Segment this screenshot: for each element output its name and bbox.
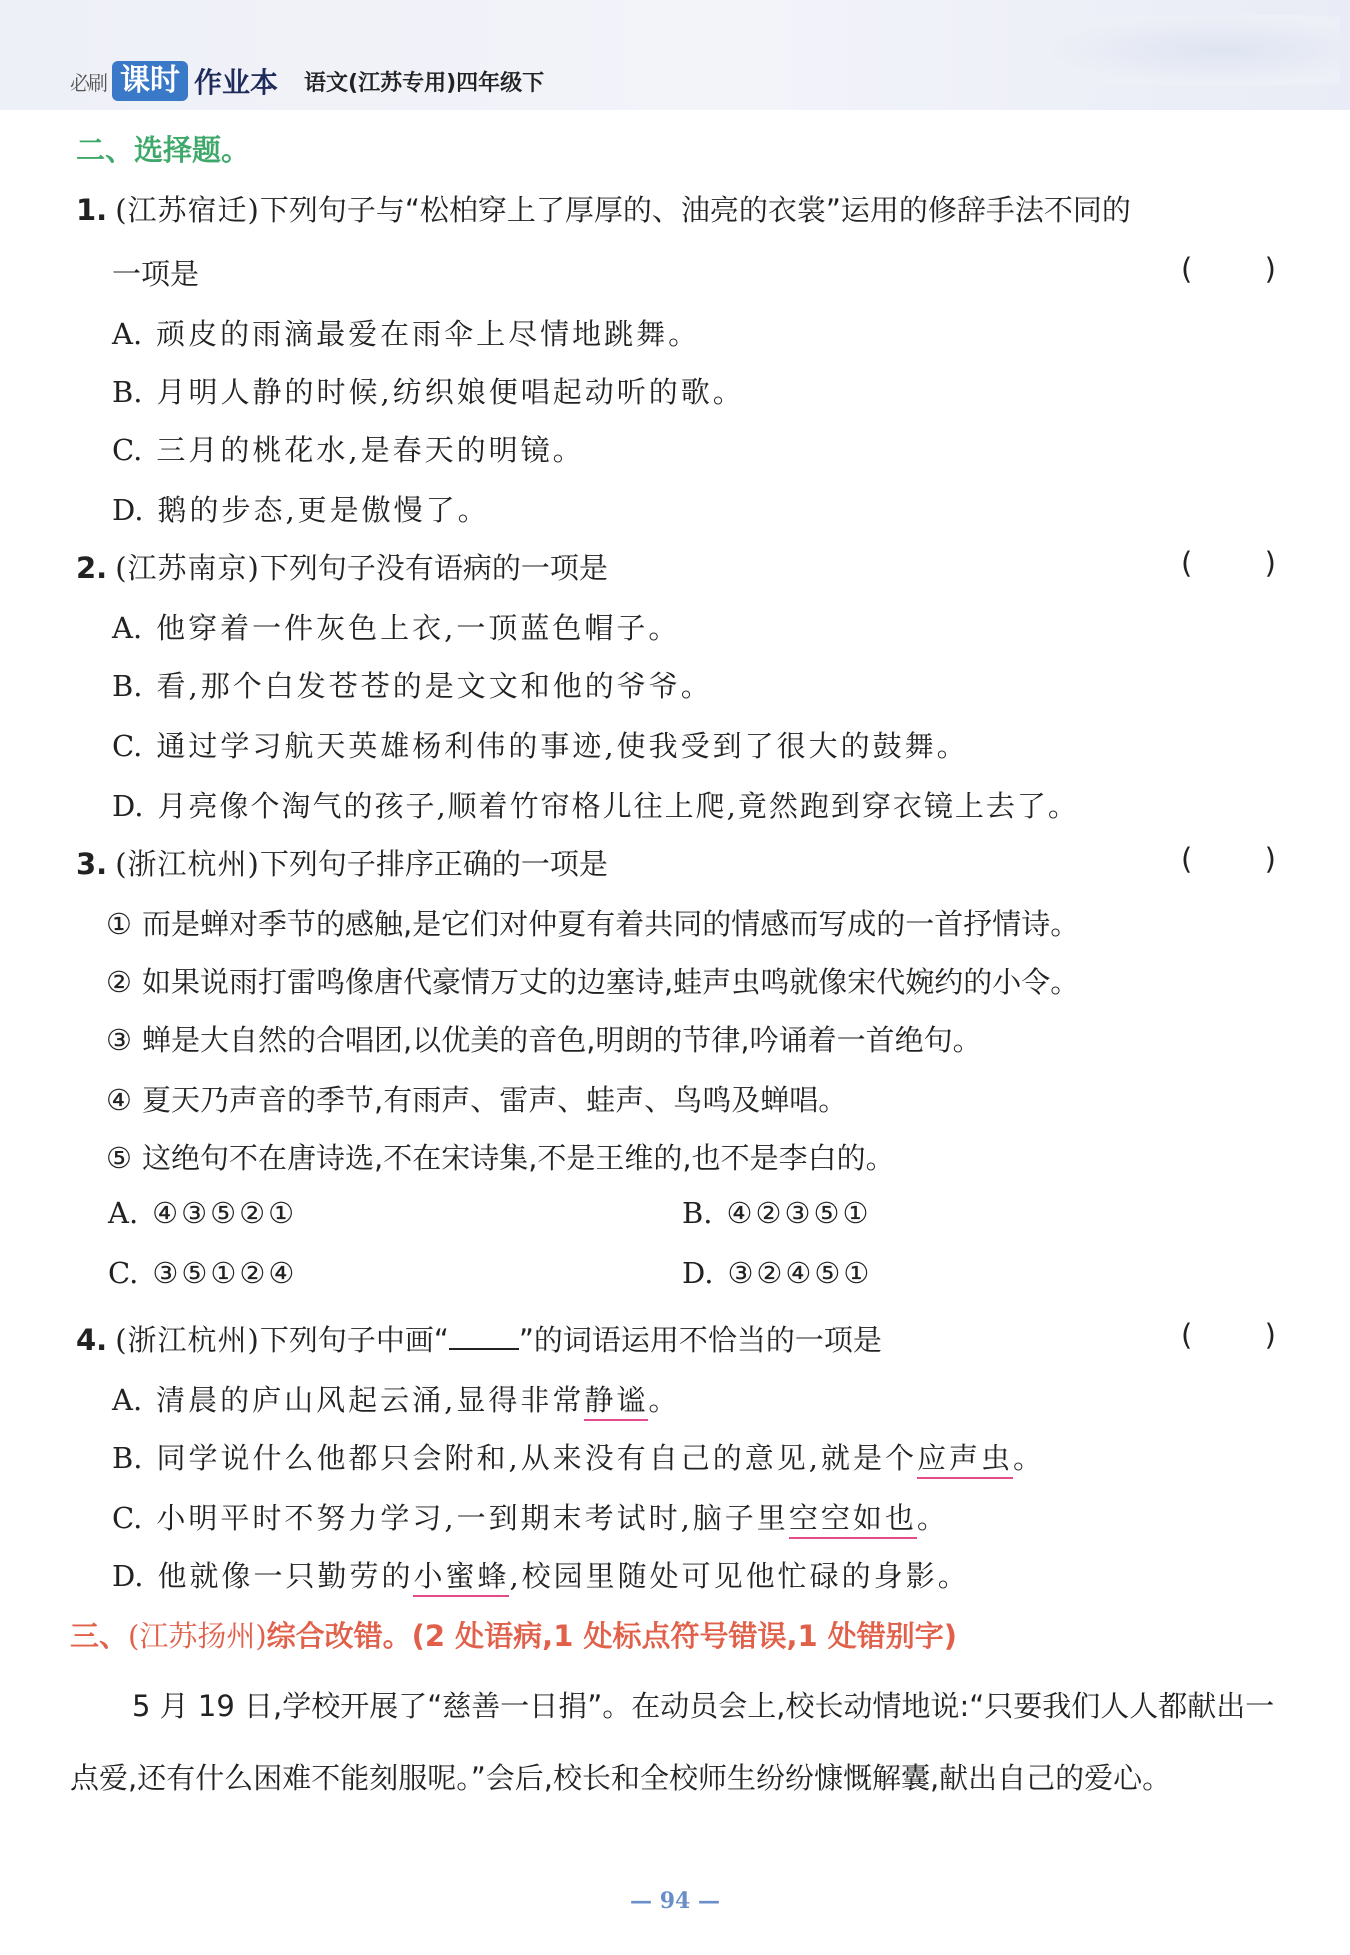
subject-label: 语文(江苏专用)四年级下 bbox=[304, 70, 545, 96]
option-b: B. ④②③⑤① bbox=[682, 1196, 872, 1230]
option-d: D. ③②④⑤① bbox=[682, 1256, 873, 1290]
section-title-text: 二、选择题。 bbox=[76, 133, 251, 167]
option-b: B. 看,那个白发苍苍的是文文和他的爷爷。 bbox=[112, 669, 713, 703]
underlined-word: 静谧 bbox=[584, 1383, 648, 1421]
page-number: — 94 — bbox=[630, 1888, 720, 1914]
option-d: D. 月亮像个淘气的孩子,顺着竹帘格儿往上爬,竟然跑到穿衣镜上去了。 bbox=[112, 789, 1079, 823]
question-2 bbox=[76, 546, 1276, 587]
section-title-choice bbox=[76, 128, 250, 169]
question-text: 下列句子与“松柏穿上了厚厚的、油亮的衣裳”运用的修辞手法不同的 bbox=[259, 193, 1131, 227]
sentence-1: ① 而是蝉对季节的感触,是它们对仲夏有着共同的情感而写成的一首抒情诗。 bbox=[106, 907, 1080, 941]
question-number: 1. bbox=[76, 193, 108, 227]
question-source: (浙江杭州) bbox=[115, 847, 260, 881]
section-title-correction: 三、(江苏扬州)综合改错。(2 处语病,1 处标点符号错误,1 处错别字) bbox=[70, 1619, 958, 1653]
sentence-4: ④ 夏天乃声音的季节,有雨声、雷声、蛙声、鸟鸣及蝉唱。 bbox=[106, 1083, 848, 1117]
header-decoration bbox=[1040, 15, 1340, 85]
question-text-end: ”的词语运用不恰当的一项是 bbox=[518, 1323, 882, 1357]
question-1 bbox=[76, 188, 1276, 229]
underlined-word: 小蜜蜂 bbox=[413, 1559, 509, 1597]
underlined-word: 应声虫 bbox=[917, 1441, 1013, 1479]
option-c: C. 小明平时不努力学习,一到期末考试时,脑子里空空如也。 bbox=[112, 1496, 949, 1537]
brand-badge: 课时 bbox=[112, 61, 188, 101]
brand-series: 作业本 bbox=[194, 66, 279, 99]
question-source: (江苏宿迁) bbox=[115, 193, 260, 227]
underline-sample bbox=[449, 1326, 519, 1350]
answer-blank[interactable]: ( ) bbox=[1181, 546, 1276, 580]
sentence-5: ⑤ 这绝句不在唐诗选,不在宋诗集,不是王维的,也不是李白的。 bbox=[106, 1141, 895, 1175]
question-number: 2. bbox=[76, 551, 108, 585]
question-source: (浙江杭州) bbox=[115, 1323, 260, 1357]
option-c: C. 三月的桃花水,是春天的明镜。 bbox=[112, 433, 585, 467]
question-1-cont bbox=[112, 252, 1276, 293]
sentence-2: ② 如果说雨打雷鸣像唐代豪情万丈的边塞诗,蛙声虫鸣就像宋代婉约的小令。 bbox=[106, 965, 1080, 999]
question-4 bbox=[76, 1318, 1276, 1359]
option-d: D. 鹅的步态,更是傲慢了。 bbox=[112, 493, 490, 527]
option-c: C. ③⑤①②④ bbox=[108, 1256, 298, 1290]
question-number: 3. bbox=[76, 847, 108, 881]
question-text: 下列句子没有语病的一项是 bbox=[259, 551, 608, 585]
question-text-cont: 一项是 bbox=[112, 257, 200, 291]
option-a: A. ④③⑤②① bbox=[108, 1196, 298, 1230]
option-a: A. 他穿着一件灰色上衣,一顶蓝色帽子。 bbox=[112, 611, 681, 645]
option-a: A. 清晨的庐山风起云涌,显得非常静谧。 bbox=[112, 1378, 680, 1419]
correction-passage: 5 月 19 日,学校开展了“慈善一日捐”。在动员会上,校长动情地说:“只要我们人人都献出一点爱,还有什么困难不能刻服呢。”会后,校长和全校师生纷纷慷慨解囊,献出自己的爱心。 bbox=[70, 1689, 1275, 1795]
question-number: 4. bbox=[76, 1323, 108, 1357]
underlined-word: 空空如也 bbox=[789, 1501, 917, 1539]
question-3 bbox=[76, 842, 1276, 883]
option-c: C. 通过学习航天英雄杨利伟的事迹,使我受到了很大的鼓舞。 bbox=[112, 729, 969, 763]
sentence-3: ③ 蝉是大自然的合唱团,以优美的音色,明朗的节律,吟诵着一首绝句。 bbox=[106, 1023, 982, 1057]
question-source: (江苏南京) bbox=[115, 551, 260, 585]
logo-mark: 必刷 bbox=[70, 70, 106, 95]
answer-blank[interactable]: ( ) bbox=[1181, 252, 1276, 286]
question-text: 下列句子排序正确的一项是 bbox=[259, 847, 608, 881]
answer-blank[interactable]: ( ) bbox=[1181, 1318, 1276, 1352]
option-b: B. 同学说什么他都只会附和,从来没有自己的意见,就是个应声虫。 bbox=[112, 1436, 1045, 1477]
option-a: A. 顽皮的雨滴最爱在雨伞上尽情地跳舞。 bbox=[112, 317, 701, 351]
question-text: 下列句子中画“ bbox=[259, 1323, 449, 1357]
answer-blank[interactable]: ( ) bbox=[1181, 842, 1276, 876]
option-d: D. 他就像一只勤劳的小蜜蜂,校园里随处可见他忙碌的身影。 bbox=[112, 1554, 970, 1595]
book-brand bbox=[70, 58, 544, 104]
option-b: B. 月明人静的时候,纺织娘便唱起动听的歌。 bbox=[112, 375, 745, 409]
